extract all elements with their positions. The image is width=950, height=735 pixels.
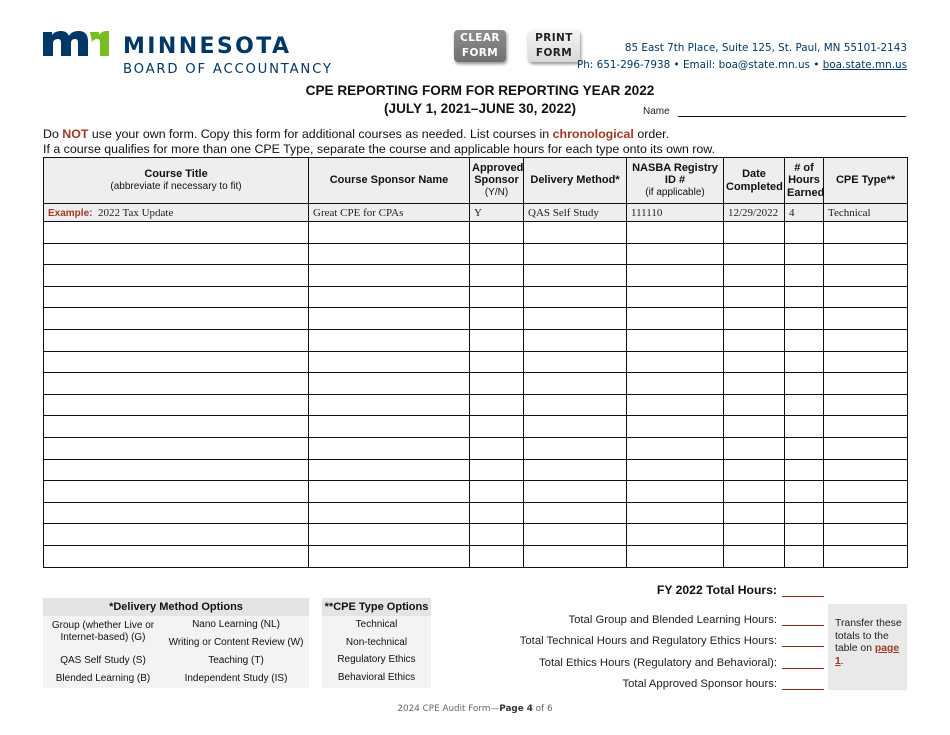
hours-earned-input[interactable] <box>785 502 824 524</box>
cpe-type-options <box>322 598 431 688</box>
date-completed-input[interactable] <box>724 545 785 567</box>
delivery-option: Writing or Content Review (W) <box>168 637 304 648</box>
date-completed-input[interactable] <box>724 373 785 395</box>
cpe-type-option: Technical <box>355 619 398 630</box>
nasba-id-input[interactable] <box>627 243 724 265</box>
delivery-method-input[interactable] <box>524 351 627 373</box>
delivery-method-input[interactable] <box>524 502 627 524</box>
course-title-input[interactable] <box>44 308 309 330</box>
hours-earned-input[interactable] <box>785 308 824 330</box>
approved-sponsor-input[interactable] <box>470 222 524 244</box>
delivery-method-options <box>43 598 309 688</box>
sponsor-name-input[interactable] <box>309 373 470 395</box>
delivery-option: Group (whether Live or Internet-based) (G) <box>51 620 155 643</box>
nasba-id-input[interactable] <box>627 502 724 524</box>
sponsor-name-input[interactable] <box>309 308 470 330</box>
sponsor-name-input[interactable] <box>309 222 470 244</box>
delivery-option: QAS Self Study (S) <box>60 655 146 666</box>
delivery-method-input[interactable] <box>524 437 627 459</box>
col-delivery-method: Delivery Method* <box>524 158 627 204</box>
delivery-method-input[interactable] <box>524 524 627 546</box>
sponsor-name-input[interactable] <box>309 286 470 308</box>
date-completed-input[interactable] <box>724 286 785 308</box>
instruction-line-2: If a course qualifies for more than one CPE Type, separate the course and applicable hours for each type onto its own row. <box>43 141 716 156</box>
table-row <box>44 416 908 438</box>
approved-sponsor-input[interactable] <box>470 437 524 459</box>
logo-wordmark: MINNESOTA <box>123 34 292 59</box>
delivery-option: Blended Learning (B) <box>55 673 151 684</box>
contact-line <box>577 57 907 74</box>
cpe-type-input[interactable] <box>824 329 908 351</box>
hours-earned-input[interactable] <box>785 222 824 244</box>
print-label-1: PRINT <box>535 32 573 44</box>
col-sponsor-name: Course Sponsor Name <box>309 158 470 204</box>
date-completed-input[interactable] <box>724 222 785 244</box>
table-row <box>44 265 908 287</box>
cpe-type-input[interactable] <box>824 286 908 308</box>
approved-sponsor-input[interactable] <box>470 286 524 308</box>
table-row <box>44 502 908 524</box>
print-label-2: FORM <box>535 47 573 59</box>
course-title-input[interactable] <box>44 437 309 459</box>
delivery-method-input[interactable] <box>524 265 627 287</box>
nasba-id-input[interactable] <box>627 308 724 330</box>
delivery-method-input[interactable] <box>524 545 627 567</box>
ethics-input[interactable] <box>782 659 824 669</box>
delivery-method-input[interactable] <box>524 243 627 265</box>
cpe-type-input[interactable] <box>824 437 908 459</box>
sponsor-name-input[interactable] <box>309 265 470 287</box>
delivery-method-input[interactable] <box>524 394 627 416</box>
page-title <box>270 82 690 118</box>
col-date-completed: Date Completed <box>724 158 785 204</box>
approved-sponsor-total: Total Approved Sponsor hours: <box>623 678 825 690</box>
transfer-note: Transfer these totals to the table on page 1. <box>828 604 907 690</box>
col-course-title: Course Title (abbreviate if necessary to fit) <box>44 158 309 204</box>
example-hours: 4 <box>785 204 824 222</box>
example-nasba-id: 111110 <box>627 204 724 222</box>
sponsor-name-input[interactable] <box>309 437 470 459</box>
delivery-option: Teaching (T) <box>208 655 264 666</box>
cpe-type-input[interactable] <box>824 481 908 503</box>
example-delivery: QAS Self Study <box>524 204 627 222</box>
cpe-type-input[interactable] <box>824 265 908 287</box>
sponsor-name-input[interactable] <box>309 481 470 503</box>
nasba-id-input[interactable] <box>627 265 724 287</box>
date-completed-input[interactable] <box>724 329 785 351</box>
sponsor-name-input[interactable] <box>309 416 470 438</box>
table-row <box>44 481 908 503</box>
approved-sponsor-input[interactable] <box>470 265 524 287</box>
table-row <box>44 243 908 265</box>
nasba-id-input[interactable] <box>627 373 724 395</box>
date-completed-input[interactable] <box>724 394 785 416</box>
cpe-type-input[interactable] <box>824 416 908 438</box>
date-completed-input[interactable] <box>724 524 785 546</box>
sponsor-name-input[interactable] <box>309 459 470 481</box>
nasba-id-input[interactable] <box>627 351 724 373</box>
logo-subtitle: BOARD OF ACCOUNTANCY <box>123 62 333 77</box>
sponsor-name-input[interactable] <box>309 545 470 567</box>
date-completed-input[interactable] <box>724 437 785 459</box>
technical-regulatory-total: Total Technical Hours and Regulatory Ethics Hours: <box>520 635 824 647</box>
website-link[interactable]: boa.state.mn.us <box>822 59 907 71</box>
delivery-method-input[interactable] <box>524 373 627 395</box>
hours-earned-input[interactable] <box>785 394 824 416</box>
date-completed-input[interactable] <box>724 265 785 287</box>
cpe-type-input[interactable] <box>824 545 908 567</box>
delivery-method-input[interactable] <box>524 329 627 351</box>
date-completed-input[interactable] <box>724 481 785 503</box>
hours-earned-input[interactable] <box>785 545 824 567</box>
table-row <box>44 308 908 330</box>
hours-earned-input[interactable] <box>785 265 824 287</box>
approved-sponsor-input[interactable] <box>470 502 524 524</box>
example-approved: Y <box>470 204 524 222</box>
table-row <box>44 329 908 351</box>
table-row <box>44 459 908 481</box>
fy-total-input[interactable] <box>782 587 824 597</box>
cpe-type-options-title: **CPE Type Options <box>322 598 431 616</box>
title-line-1: CPE REPORTING FORM FOR REPORTING YEAR 2022 <box>305 83 655 98</box>
sponsor-name-input[interactable] <box>309 524 470 546</box>
col-hours-earned: # of Hours Earned <box>785 158 824 204</box>
example-cpe-type: Technical <box>824 204 908 222</box>
name-label: Name <box>643 106 670 117</box>
nasba-id-input[interactable] <box>627 524 724 546</box>
print-form-button[interactable] <box>528 30 580 62</box>
course-title-input[interactable] <box>44 502 309 524</box>
course-title-input[interactable] <box>44 243 309 265</box>
bullet-separator: • <box>673 59 680 71</box>
hours-earned-input[interactable] <box>785 459 824 481</box>
clear-label-1: CLEAR <box>460 32 500 44</box>
table-row <box>44 351 908 373</box>
technical-regulatory-input[interactable] <box>782 637 824 647</box>
table-row <box>44 524 908 546</box>
delivery-method-input[interactable] <box>524 481 627 503</box>
title-line-2: (JULY 1, 2021–JUNE 30, 2022) <box>384 101 576 116</box>
contact-address <box>577 40 907 74</box>
delivery-option: Independent Study (IS) <box>184 673 288 684</box>
nasba-id-input[interactable] <box>627 286 724 308</box>
approved-sponsor-input[interactable] <box>470 373 524 395</box>
cpe-type-input[interactable] <box>824 502 908 524</box>
page-footer: 2024 CPE Audit Form—Page 4 of 6 <box>397 704 553 714</box>
group-blended-total: Total Group and Blended Learning Hours: <box>568 614 824 626</box>
clear-label-2: FORM <box>461 47 499 59</box>
delivery-method-input[interactable] <box>524 308 627 330</box>
nasba-id-input[interactable] <box>627 545 724 567</box>
cpe-type-option: Regulatory Ethics <box>337 654 416 666</box>
table-header-row <box>44 158 908 204</box>
table-row <box>44 545 908 567</box>
delivery-method-input[interactable] <box>524 222 627 244</box>
delivery-method-input[interactable] <box>524 459 627 481</box>
cpe-type-input[interactable] <box>824 243 908 265</box>
course-title-input[interactable] <box>44 416 309 438</box>
course-title-input[interactable] <box>44 329 309 351</box>
cpe-type-input[interactable] <box>824 351 908 373</box>
table-row <box>44 286 908 308</box>
delivery-options-title: *Delivery Method Options <box>43 598 309 616</box>
phone: Ph: 651-296-7938 <box>576 59 671 71</box>
approved-sponsor-input[interactable] <box>782 680 824 690</box>
example-course-title: Example: 2022 Tax Update <box>44 204 309 222</box>
emphasis-not: NOT <box>62 127 89 141</box>
course-title-input[interactable] <box>44 286 309 308</box>
group-blended-input[interactable] <box>782 616 824 626</box>
col-nasba-id: NASBA Registry ID # (if applicable) <box>627 158 724 204</box>
date-completed-input[interactable] <box>724 243 785 265</box>
hours-earned-input[interactable] <box>785 351 824 373</box>
name-input[interactable] <box>678 116 906 117</box>
delivery-method-input[interactable] <box>524 416 627 438</box>
mn-logo-icon <box>43 28 109 56</box>
course-title-input[interactable] <box>44 524 309 546</box>
example-row <box>44 204 908 222</box>
date-completed-input[interactable] <box>724 416 785 438</box>
street-address: 85 East 7th Place, Suite 125, St. Paul, MN 55101-2143 <box>624 42 907 54</box>
hours-earned-input[interactable] <box>785 416 824 438</box>
cpe-type-input[interactable] <box>824 222 908 244</box>
approved-sponsor-input[interactable] <box>470 416 524 438</box>
course-title-input[interactable] <box>44 373 309 395</box>
instruction-line-1: Do NOT use your own form. Copy this form for additional courses as needed. List courses in chronological order. <box>43 127 670 141</box>
sponsor-name-input[interactable] <box>309 502 470 524</box>
approved-sponsor-input[interactable] <box>470 524 524 546</box>
ethics-total: Total Ethics Hours (Regulatory and Behavioral): <box>539 657 824 669</box>
cpe-type-input[interactable] <box>824 308 908 330</box>
approved-sponsor-input[interactable] <box>470 459 524 481</box>
cpe-type-input[interactable] <box>824 524 908 546</box>
nasba-id-input[interactable] <box>627 416 724 438</box>
hours-earned-input[interactable] <box>785 329 824 351</box>
instructions <box>43 127 715 156</box>
approved-sponsor-input[interactable] <box>470 545 524 567</box>
cpe-course-table <box>43 157 908 568</box>
clear-form-button[interactable] <box>454 30 506 62</box>
sponsor-name-input[interactable] <box>309 329 470 351</box>
hours-earned-input[interactable] <box>785 524 824 546</box>
approved-sponsor-input[interactable] <box>470 394 524 416</box>
hours-earned-input[interactable] <box>785 373 824 395</box>
cpe-type-option: Behavioral Ethics <box>337 671 416 683</box>
col-approved-sponsor: Approved Sponsor (Y/N) <box>470 158 524 204</box>
hours-earned-input[interactable] <box>785 243 824 265</box>
approved-sponsor-input[interactable] <box>470 481 524 503</box>
nasba-id-input[interactable] <box>627 459 724 481</box>
date-completed-input[interactable] <box>724 502 785 524</box>
col-cpe-type: CPE Type** <box>824 158 908 204</box>
table-row <box>44 437 908 459</box>
delivery-option: Nano Learning (NL) <box>192 619 280 630</box>
date-completed-input[interactable] <box>724 308 785 330</box>
course-title-input[interactable] <box>44 545 309 567</box>
page-1-link[interactable]: page 1 <box>835 643 900 667</box>
nasba-id-input[interactable] <box>627 394 724 416</box>
board-logo <box>43 28 353 80</box>
approved-sponsor-input[interactable] <box>470 308 524 330</box>
nasba-id-input[interactable] <box>627 437 724 459</box>
table-row <box>44 222 908 244</box>
date-completed-input[interactable] <box>724 459 785 481</box>
nasba-id-input[interactable] <box>627 329 724 351</box>
cpe-type-option: Non-technical <box>345 636 408 648</box>
fy-total-hours: FY 2022 Total Hours: <box>657 583 824 597</box>
bullet-separator: • <box>813 59 820 71</box>
delivery-method-input[interactable] <box>524 286 627 308</box>
cpe-type-input[interactable] <box>824 394 908 416</box>
nasba-id-input[interactable] <box>627 222 724 244</box>
sponsor-name-input[interactable] <box>309 394 470 416</box>
sponsor-name-input[interactable] <box>309 351 470 373</box>
cpe-type-input[interactable] <box>824 373 908 395</box>
course-title-input[interactable] <box>44 459 309 481</box>
sponsor-name-input[interactable] <box>309 243 470 265</box>
email: Email: boa@state.mn.us <box>682 59 810 71</box>
date-completed-input[interactable] <box>724 351 785 373</box>
cpe-type-input[interactable] <box>824 459 908 481</box>
approved-sponsor-input[interactable] <box>470 329 524 351</box>
example-sponsor: Great CPE for CPAs <box>309 204 470 222</box>
table-row <box>44 394 908 416</box>
hours-earned-input[interactable] <box>785 286 824 308</box>
course-title-input[interactable] <box>44 222 309 244</box>
hours-earned-input[interactable] <box>785 481 824 503</box>
emphasis-chronological: chronological <box>552 127 634 141</box>
approved-sponsor-input[interactable] <box>470 243 524 265</box>
course-title-input[interactable] <box>44 265 309 287</box>
course-title-input[interactable] <box>44 394 309 416</box>
approved-sponsor-input[interactable] <box>470 351 524 373</box>
page-number: Page 4 <box>499 704 533 714</box>
course-title-input[interactable] <box>44 481 309 503</box>
hours-earned-input[interactable] <box>785 437 824 459</box>
course-title-input[interactable] <box>44 351 309 373</box>
example-date: 12/29/2022 <box>724 204 785 222</box>
table-row <box>44 373 908 395</box>
nasba-id-input[interactable] <box>627 481 724 503</box>
